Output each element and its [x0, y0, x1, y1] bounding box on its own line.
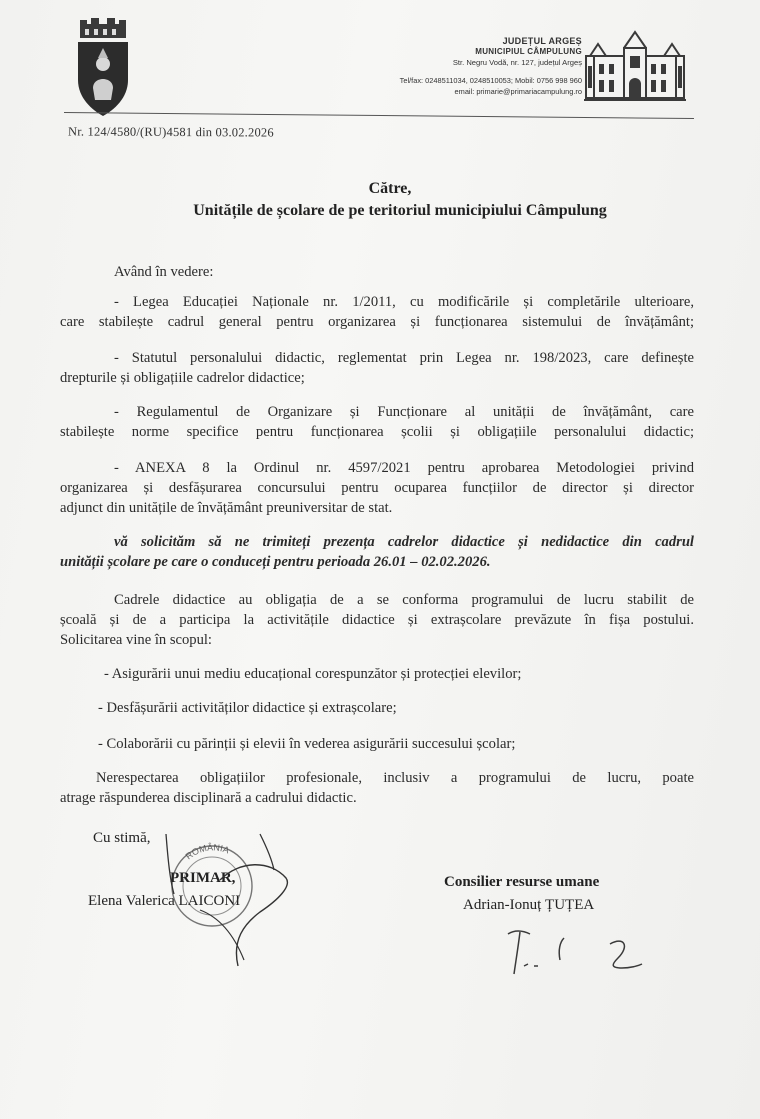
header-divider [64, 112, 694, 119]
hr-signature-icon [500, 920, 650, 980]
item4-line1: - ANEXA 8 la Ordinul nr. 4597/2021 pentru aprobarea Metodologiei privind [114, 460, 694, 476]
mayor-signature-icon [160, 820, 300, 970]
address: Str. Negru Vodă, nr. 127, județul Argeș [452, 58, 582, 67]
warning-line2: atrage răspunderea disciplinară a cadrului didactic. [60, 790, 357, 806]
recipient-line: Unitățile de școlare de pe teritoriul municipiului Câmpulung [193, 202, 607, 219]
item1-line1: - Legea Educației Naționale nr. 1/2011, cu modificările și completările ulterioare, [114, 294, 694, 310]
intro-line: Având în vedere: [114, 264, 214, 280]
item3-line1: - Regulamentul de Organizare și Funcționare al unității de învățământ, care [114, 404, 694, 420]
municipality-name: MUNICIPIUL CÂMPULUNG [475, 47, 582, 56]
county-name: JUDEȚUL ARGEȘ [502, 36, 582, 46]
item3-line2: stabilește norme specifice pentru funcționarea școlii și obligațiile personalului didactic; [60, 424, 694, 440]
mayor-title: PRIMAR, [170, 870, 236, 886]
purpose-2: - Desfășurării activităților didactice și extrașcolare; [98, 700, 397, 716]
stamp-text: ROMÂNIA [183, 842, 231, 862]
obligation-line1: Cadrele didactice au obligația de a se conforma programului de lucru stabilit de [114, 592, 694, 608]
warning-line1: Nerespectarea obligațiilor profesionale, inclusiv a programului de lucru, poate [96, 770, 694, 786]
item2-line2: drepturile și obligațiile cadrelor didactice; [60, 370, 305, 386]
obligation-line2: școală și de a participa la activitățile didactice și extrașcolare prevăzute în fișa postului. [60, 612, 694, 628]
item1-line2: care stabilește cadrul general pentru organizarea și funcționarea sistemului de învățământ; [60, 314, 694, 330]
registration-number: Nr. 124/4580/(RU)4581 din 03.02.2026 [67, 124, 274, 140]
request-line1: vă solicităm să ne trimiteți prezența cadrelor didactice și nedidactice din cadrul [114, 534, 694, 550]
letterhead [252, 36, 582, 96]
closing-formula: Cu stimă, [93, 830, 151, 846]
purpose-3: - Colaborării cu părinții și elevii în vederea asigurării succesului școlar; [98, 736, 516, 752]
mayor-name: Elena Valerica LAICONI [88, 893, 241, 909]
obligation-line3: Solicitarea vine în scopul: [60, 632, 212, 648]
item4-line3: adjunct din unitățile de învățământ preuniversitar de stat. [60, 500, 393, 516]
contact-email: email: primarie@primariacampulung.ro [454, 87, 582, 96]
item2-line1: - Statutul personalului didactic, reglementat prin Legea nr. 198/2023, care definește [114, 350, 694, 366]
hr-title: Consilier resurse umane [444, 874, 600, 890]
purpose-1: - Asigurării unui mediu educațional corespunzător și protecției elevilor; [104, 666, 522, 682]
hr-name: Adrian-Ionuț ȚUȚEA [463, 897, 595, 913]
request-line2: unității școlare pe care o conduceți pentru perioada 26.01 – 02.02.2026. [60, 554, 491, 570]
campulung-coat-of-arms-icon [74, 18, 132, 118]
item4-line2: organizarea și desfășurarea concursului pentru ocuparea funcțiilor de director și director [60, 480, 694, 496]
salutation: Către, [368, 180, 412, 197]
contact-phones: Tel/fax: 0248511034, 0248510053; Mobil: 0756 998 960 [399, 76, 582, 85]
town-hall-building-icon [584, 26, 686, 106]
